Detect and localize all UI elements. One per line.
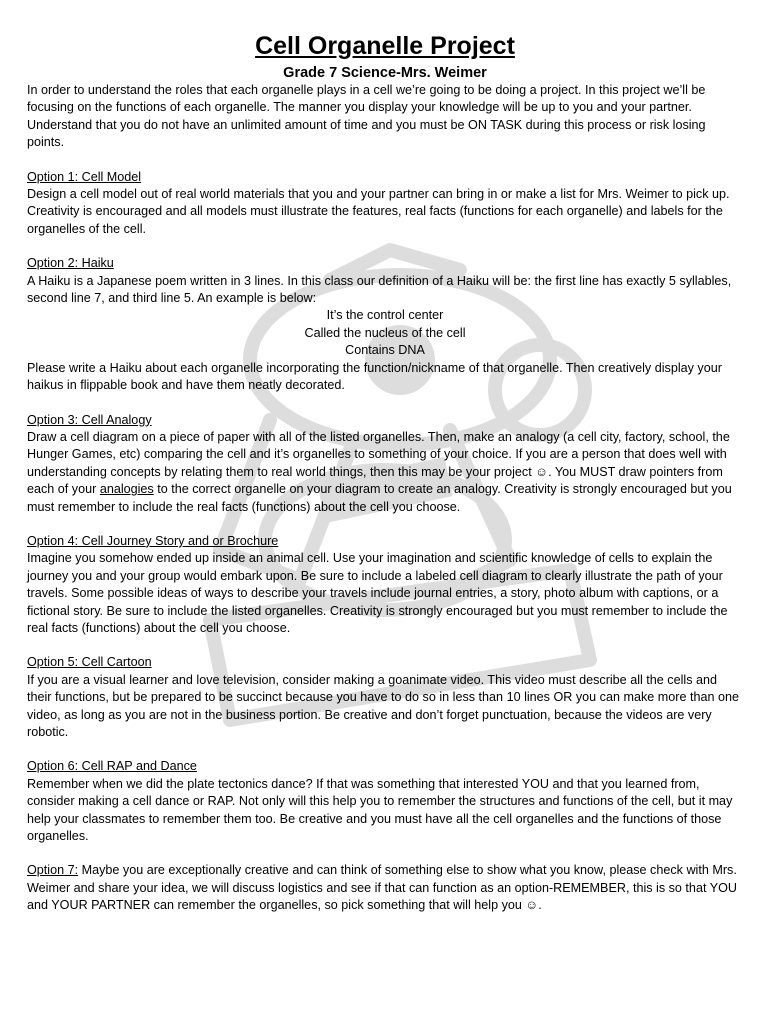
option-5-text: If you are a visual learner and love television, consider making a goanimate video. This video must describe all the cells and their functions, but be prepared to be succinct because you have to do so in less than 10 lines OR you can make more than one video, as long as you are not in the business portion. Be creative and don’t forget punctuation, because the videos are very robotic. (27, 672, 739, 739)
option-3-heading: Option 3: Cell Analogy (27, 412, 152, 427)
option-1-heading: Option 1: Cell Model (27, 169, 142, 184)
option-2-section (27, 255, 743, 394)
option-6-heading: Option 6: Cell RAP and Dance (27, 759, 197, 774)
option-3-text (27, 429, 743, 516)
option-4-section (27, 533, 743, 637)
page-title: Cell Organelle Project (255, 32, 515, 60)
option-6-text: Remember when we did the plate tectonics dance? If that was something that interested YOU and that you learned from, consider making a cell dance or RAP. Not only will this help you to remember the structures and functions of the cell, but it may help your classmates to remember them too. Be creative and you must have all the cell organelles and the functions of those organelles. (27, 776, 733, 844)
option-2-heading: Option 2: Haiku (27, 256, 114, 271)
option-1-section (27, 169, 743, 239)
option-4-text: Imagine you somehow ended up inside an animal cell. Use your imagination and scientific knowledge of cells to explain the journey you and your group would embark upon. Be sure to include a labeled cell diagram to clearly illustrate the path of your travels. Some possible ideas of ways to describe your travels include journal entries, a story, photo album with captions, or a fictional story. Be sure to include the listed organelles. Creativity is strongly encouraged but you must remember to include the real facts (functions) about the cell you choose. (27, 551, 728, 635)
option-5-heading: Option 5: Cell Cartoon (27, 655, 152, 670)
option-5-section (27, 654, 743, 741)
option-3-section (27, 412, 743, 516)
haiku-line-2: Called the nucleus of the cell (304, 325, 466, 340)
option-3-text-b: to the correct organelle on your diagram to create an analogy. Creativity is strongly encouraged but you must remember to include the real facts (functions) about the cell you choose. (27, 482, 732, 514)
haiku-line-3: Contains DNA (345, 343, 425, 358)
option-1-text: Design a cell model out of real world materials that you and your partner can bring in or make a list for Mrs. Weimer to pick up. Creativity is encouraged and all models must illustrate the features, real facts (functions for each organelle) and labels for the organelles of the cell. (27, 187, 730, 236)
option-7-heading: Option 7: (27, 863, 79, 878)
option-7-text: Maybe you are exceptionally creative and can think of something else to show what you know, please check with Mrs. Weimer and share your idea, we will discuss logistics and see if that can function as an option-REMEMBER, this is so that YOU and YOUR PARTNER can remember the organelles, so pick something that will help you ☺. (27, 863, 738, 913)
option-2-text: A Haiku is a Japanese poem written in 3 lines. In this class our definition of a Haiku will be: the first line has exactly 5 syllables, second line 7, and third line 5. An example is below: (27, 273, 732, 306)
document-page (27, 30, 743, 915)
intro-paragraph: In order to understand the roles that each organelle plays in a cell we’re going to be doing a project. In this project we’ll be focusing on the functions of each organelle. The manner you display your knowledge will be up to you and your partner. Understand that you do not have an unlimited amount of time and you must be ON TASK during this process or risk losing points. (27, 83, 706, 150)
analogies-word: analogies (99, 482, 154, 497)
option-3-text-a: Draw a cell diagram on a piece of paper with all of the listed organelles. Then, make an analogy (a cell city, factory, school, the Hunger Games, etc) comparing the cell and it’s organelles to something of your choice. If you are a person that does well with understanding concepts by relating them to real world things, then this may be your project ☺. You MUST draw pointers from each of your (27, 429, 730, 497)
option-7-section (27, 862, 743, 914)
option-2-text-2: Please write a Haiku about each organelle incorporating the function/nickname of that organelle. Then creatively display your haikus in flippable book and have them neatly decorated. (27, 360, 722, 393)
option-6-section (27, 758, 743, 845)
page-subtitle: Grade 7 Science-Mrs. Weimer (283, 65, 487, 81)
haiku-line-1: It’s the control center (326, 308, 444, 323)
option-4-heading: Option 4: Cell Journey Story and or Brochure (27, 533, 279, 548)
